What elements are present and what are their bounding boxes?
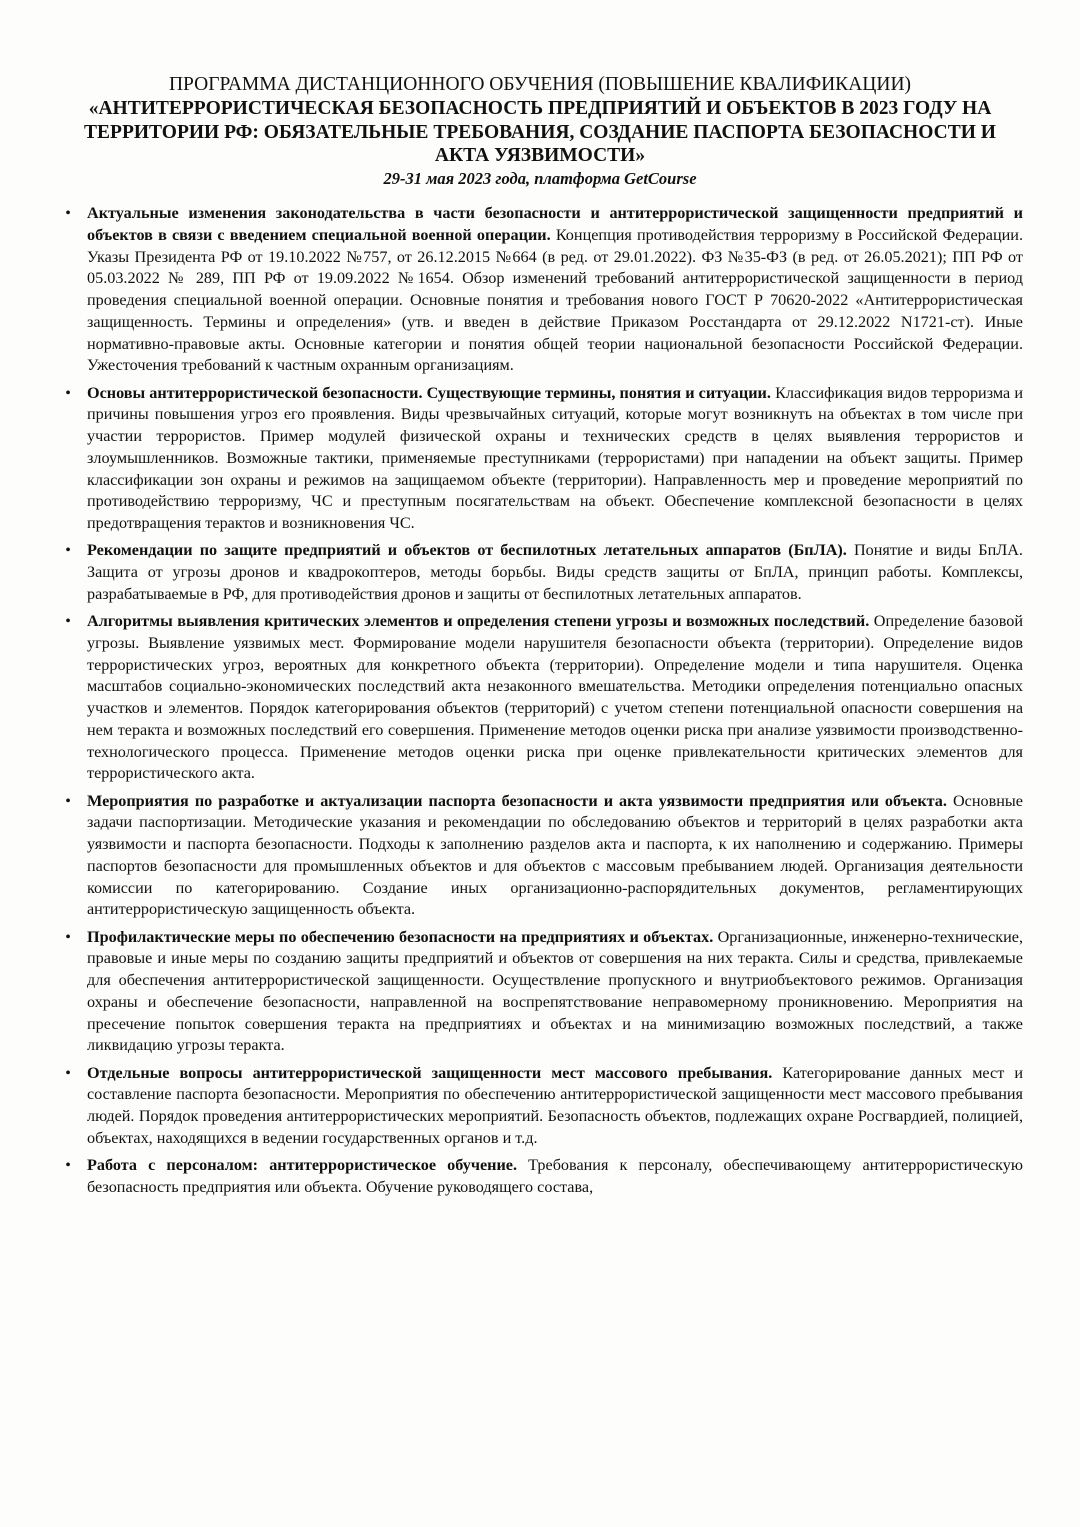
bullet-icon: •: [65, 384, 71, 402]
course-title: «АНТИТЕРРОРИСТИЧЕСКАЯ БЕЗОПАСНОСТЬ ПРЕДПРИЯТИЙ И ОБЪЕКТОВ В 2023 ГОДУ НА ТЕРРИТОРИИ РФ: ОБЯЗАТЕЛЬНЫЕ ТРЕБОВАНИЯ, СОЗДАНИЕ ПАСПОРТА БЕЗОПАСНОСТИ И АКТА УЯЗВИМОСТИ»: [84, 98, 996, 166]
topic-title: Актуальные изменения законодательства в части безопасности и антитеррористической защищенности предприятий и объектов в связи с введением специальной военной операции.: [87, 204, 1023, 244]
bullet-icon: •: [65, 205, 71, 222]
document-header: [60, 73, 1020, 190]
topic-title: Профилактические меры по обеспечению безопасности на предприятиях и объектах.: [87, 927, 714, 946]
topic-title: Основы антитеррористической безопасности. Существующие термины, понятия и ситуации.: [87, 383, 771, 402]
topic-item: [58, 927, 1023, 1058]
bullet-icon: •: [65, 792, 71, 810]
topic-item: [58, 611, 1023, 785]
bullet-icon: •: [65, 1064, 71, 1082]
topic-body: Требования к персоналу, обеспечивающему антитеррористическую безопасность предприятия или объекта. Обучение руководящего состава,: [87, 1156, 1023, 1196]
topic-item: [58, 1063, 1023, 1150]
topic-item: [58, 791, 1023, 922]
program-type-heading: ПРОГРАММА ДИСТАНЦИОННОГО ОБУЧЕНИЯ (ПОВЫШЕНИЕ КВАЛИФИКАЦИИ): [168, 74, 912, 95]
topic-body: Классификация видов терроризма и причины повышения угроз его проявления. Виды чрезвычайных ситуаций, которые могут возникнуть на объектах в том числе при участии террористов. Пример модулей физической охраны и технических средств в целях выявления террористов и злоумышленников. Возможные тактики, применяемые преступниками (террористами) при нападении на объект защиты. Пример классификации зон охраны и режимов на защищаемом объекте (территории). Направленность мер и проведение мероприятий по противодействию терроризму, ЧС и преступным посягательствам на объект. Обеспечение комплексной безопасности в целях предотвращения терактов и возникновения ЧС.: [87, 383, 1024, 532]
topic-item: [58, 383, 1023, 535]
program-topics-list: [58, 203, 1023, 1204]
topic-body: Основные задачи паспортизации. Методические указания и рекомендации по обследованию объектов и территорий в целях разработки акта уязвимости и паспорта безопасности. Подходы к заполнению разделов акта и паспорта, к их наполнению и содержанию. Примеры паспортов безопасности для промышленных объектов и для объектов с массовым пребыванием людей. Организация деятельности комиссии по категорированию. Создание иных организационно-распорядительных документов, регламентирующих антитеррористическую защищенность объекта.: [87, 791, 1023, 919]
topic-title: Алгоритмы выявления критических элементов и определения степени угрозы и возможных последствий.: [87, 612, 870, 630]
topic-title: Работа с персоналом: антитеррористическое обучение.: [87, 1156, 518, 1174]
bullet-icon: •: [65, 613, 71, 630]
bullet-icon: •: [65, 928, 71, 946]
topic-body: Понятие и виды БпЛА. Защита от угрозы дронов и квадрокоптеров, методы борьбы. Виды средств защиты от БпЛА, принцип работы. Комплексы, разрабатываемые в РФ, для противодействия дронов и защиты от беспилотных летательных аппаратов.: [87, 541, 1023, 603]
topic-body: Определение базовой угрозы. Выявление уязвимых мест. Формирование модели нарушителя безопасности объекта (территории). Определение видов террористических угроз, вероятных для конкретного объекта (территории). Определение модели и типа нарушителя. Оценка масштабов социально-экономических последствий акта незаконного вмешательства. Методики определения потенциально опасных участков и элементов. Порядок категорирования объектов (территорий) с учетом степени потенциальной опасности совершения на нем теракта и возможных последствий его совершения. Применение методов оценки риска при анализе уязвимости производственно-технологического процесса. Применение методов оценки риска при оценке привлекательности критических элементов для террористического акта.: [87, 612, 1024, 783]
course-dates: 29-31 мая 2023 года, платформа GetCourse: [383, 168, 697, 188]
bullet-icon: •: [65, 542, 71, 560]
topic-item: [58, 203, 1023, 377]
topic-body: Концепция противодействия терроризму в Российской Федерации. Указы Президента РФ от 19.10.2022 №757, от 26.12.2015 №664 (в ред. от 29.01.2022). ФЗ №35-ФЗ (в ред. от 26.05.2021); ПП РФ от 05.03.2022 № 289, ПП РФ от 19.09.2022 №1654. Обзор изменений требований антитеррористической защищенности в период проведения специальной военной операции. Основные понятия и требования нового ГОСТ Р 70620-2022 «Антитеррористическая защищенность. Термины и определения» (утв. и введен в действие Приказом Росстандарта от 29.12.2022 N1721-ст). Иные нормативно-правовые акты. Основные категории и понятия общей теории национальной безопасности Российской Федерации. Ужесточения требований к частным охранным организациям.: [87, 225, 1023, 375]
topic-title: Рекомендации по защите предприятий и объектов от беспилотных летательных аппаратов (БпЛА).: [87, 541, 847, 560]
topic-body: Организационные, инженерно-технические, правовые и иные меры по созданию защиты предприятий и объектов от совершения на них теракта. Силы и средства, привлекаемые для обеспечения антитеррористической защищенности. Осуществление пропускного и внутриобъектового режимов. Организация охраны и обеспечение безопасности, направленной на воспрепятствование неправомерному проникновению. Мероприятия на пресечение попыток совершения теракта на предприятиях и объектах и на минимизацию возможных последствий, а также ликвидацию угрозы теракта.: [87, 927, 1024, 1055]
topic-title: Отдельные вопросы антитеррористической защищенности мест массового пребывания.: [87, 1063, 773, 1082]
topic-item: [58, 540, 1023, 605]
topic-title: Мероприятия по разработке и актуализации паспорта безопасности и акта уязвимости предприятия или объекта.: [87, 791, 947, 810]
bullet-icon: •: [65, 1157, 71, 1174]
topic-body: Категорирование данных мест и составление паспорта безопасности. Мероприятия по обеспечению антитеррористической защищенности мест массового пребывания людей. Порядок проведения антитеррористических мероприятий. Безопасность объектов, подлежащих охране Росгвардией, полицией, объектах, находящихся в ведении государственных органов и т.д.: [87, 1063, 1023, 1147]
topic-item: [58, 1155, 1023, 1199]
